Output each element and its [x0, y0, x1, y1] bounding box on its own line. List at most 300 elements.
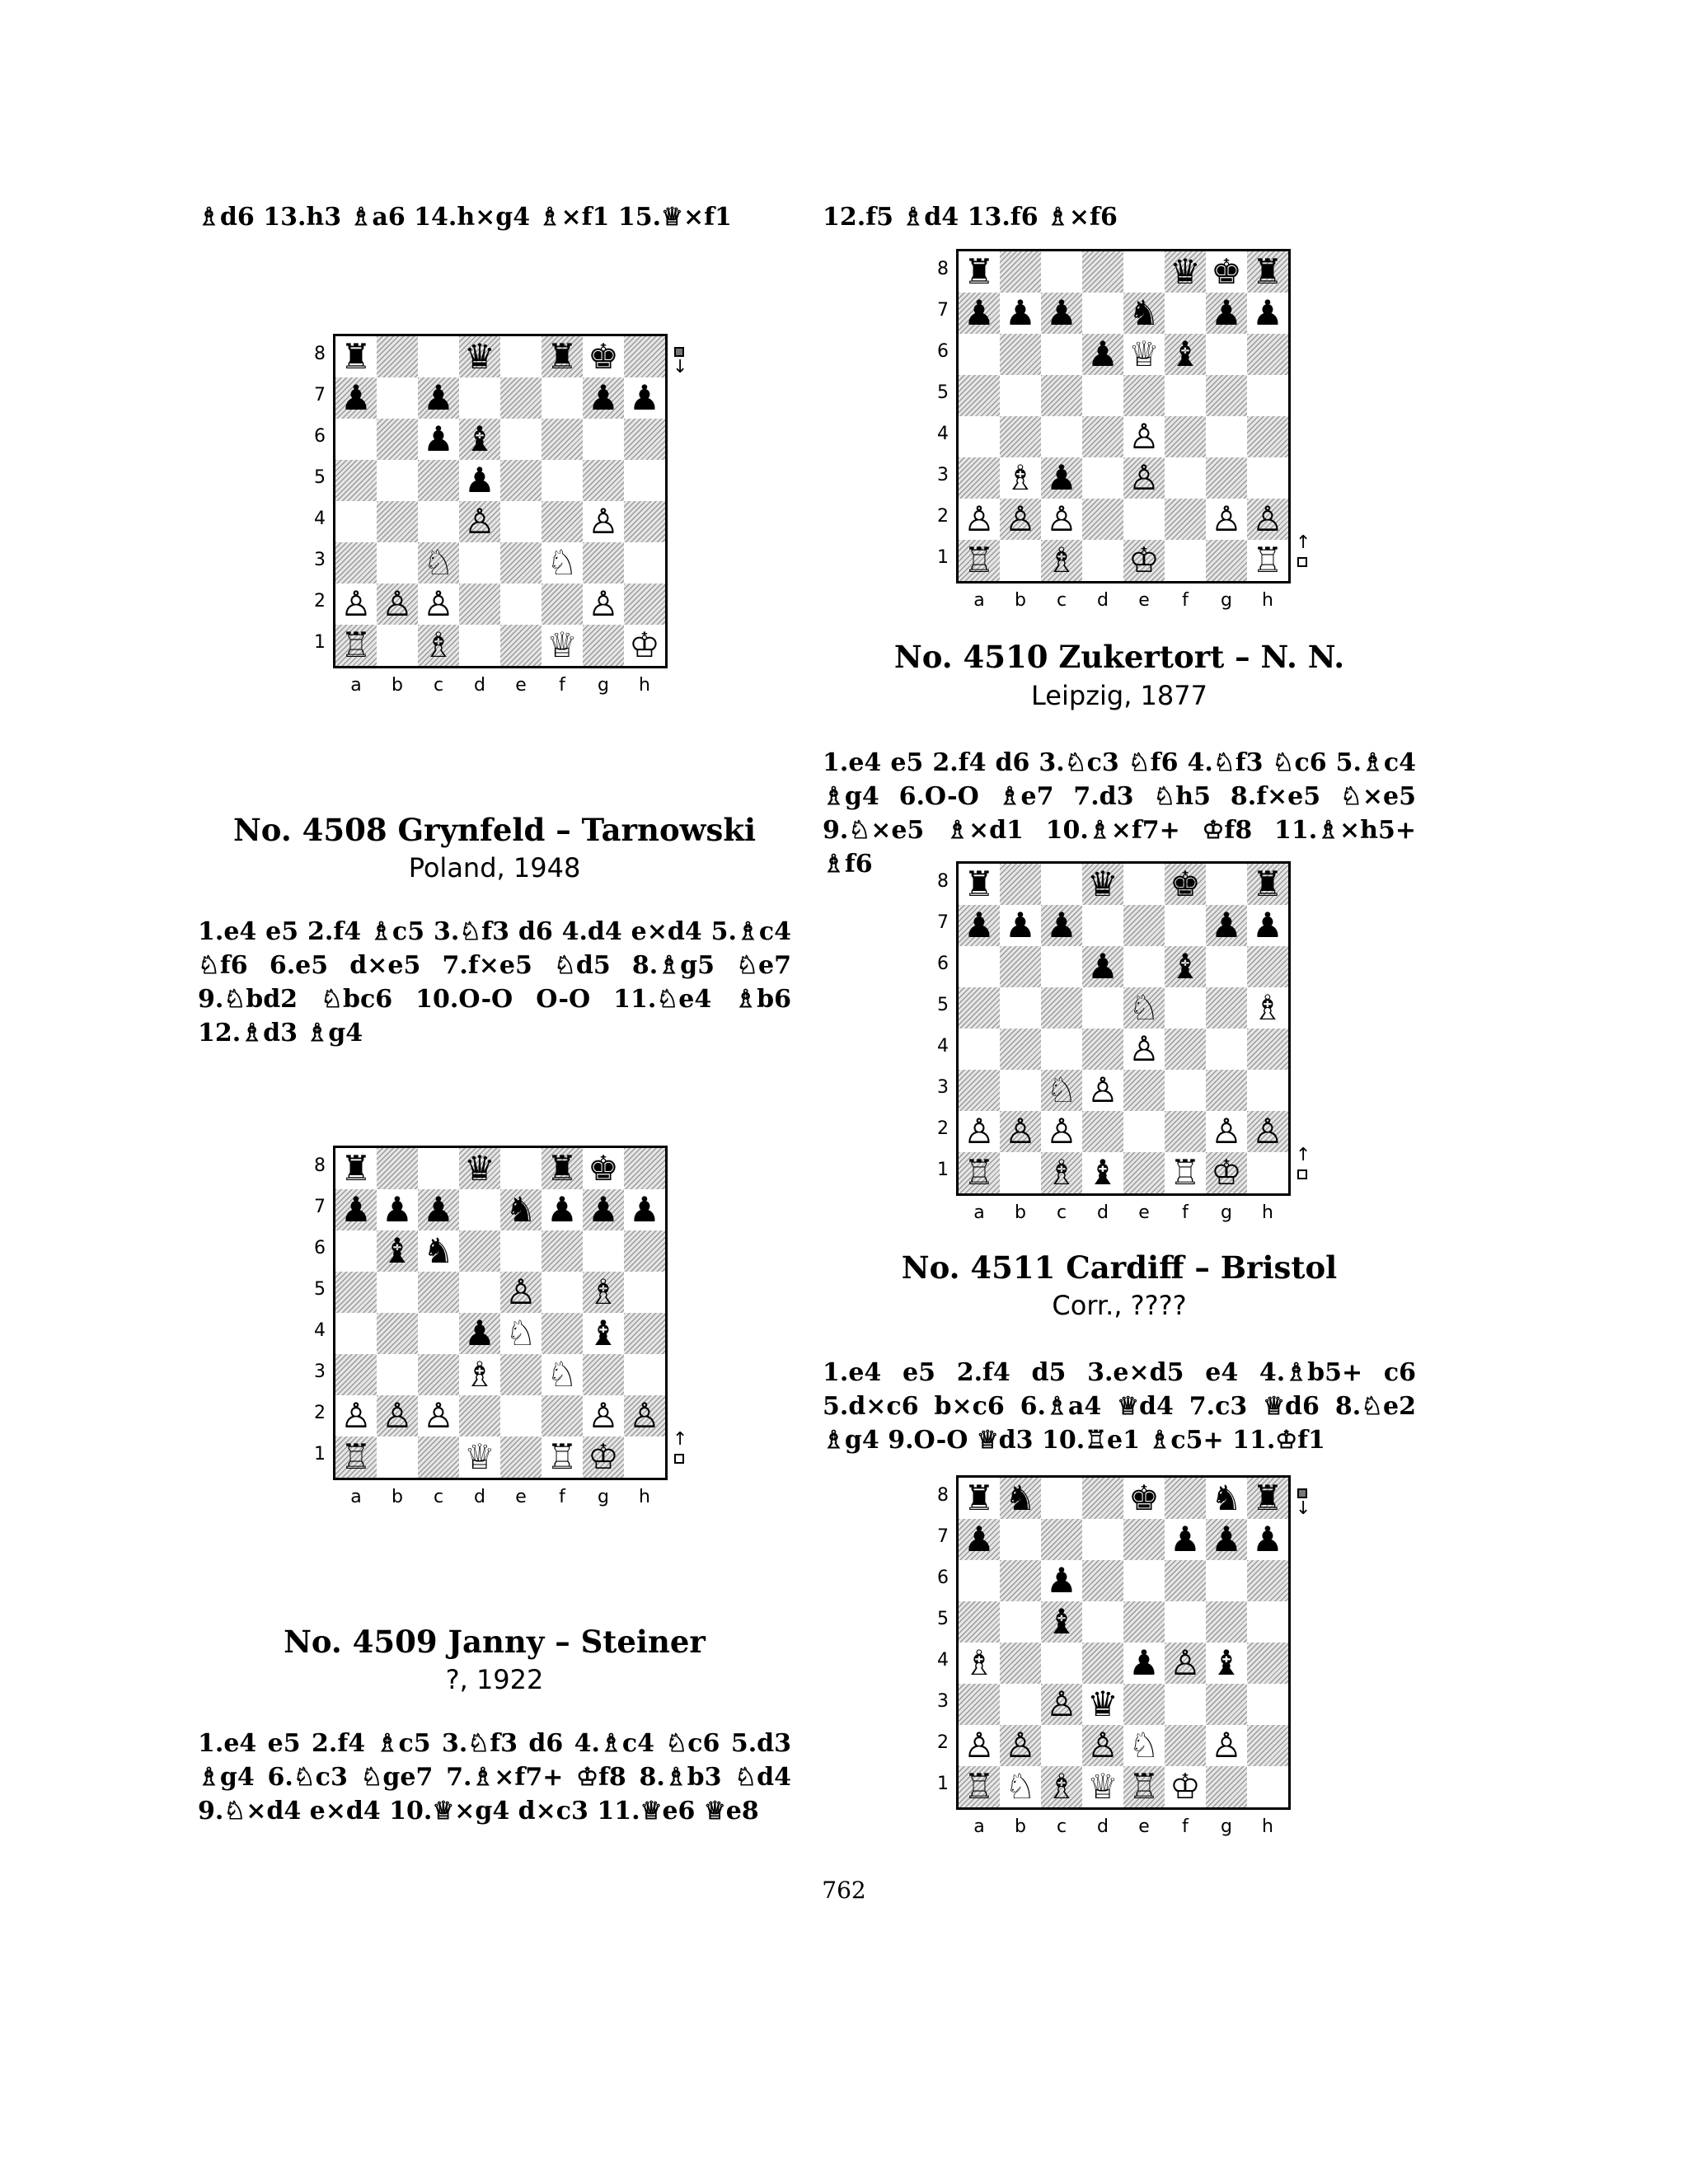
- board-square-c1: [418, 625, 459, 666]
- board-square-f6: [1165, 334, 1206, 375]
- board-square-f5: [1165, 987, 1206, 1029]
- rank-label: 1: [937, 547, 949, 568]
- board-square-c2: [418, 583, 459, 625]
- board-square-d2: [1082, 1725, 1123, 1766]
- white-queen-icon: ♕: [1087, 1766, 1118, 1807]
- game-4511-subtitle: Corr., ????: [1052, 1290, 1187, 1321]
- board-square-a4: [959, 1029, 1000, 1070]
- white-to-move-icon: [1296, 1133, 1311, 1183]
- white-bishop-icon: ♗: [1046, 540, 1077, 580]
- board-square-d1: [1082, 1152, 1123, 1193]
- white-bishop-icon: ♗: [1252, 987, 1283, 1028]
- black-pawn-icon: ♟: [1087, 946, 1118, 987]
- board-square-e8: [500, 336, 542, 377]
- board-square-c8: [1041, 864, 1082, 905]
- white-pawn-icon: ♙: [1005, 499, 1036, 539]
- board-square-c3: [1041, 1684, 1082, 1725]
- board-square-g6: [1206, 1560, 1247, 1601]
- board-square-e3: [1123, 457, 1165, 499]
- board-square-c7: [1041, 293, 1082, 334]
- game-4508-moves: 1.e4 e5 2.f4 ♗c5 3.♘f3 d6 4.d4 e×d4 5.♗c4 ♘f6 6.e5 d×e5 7.f×e5 ♘d5 8.♗g5 ♘e7 9.♘bd2 ♘bc6 10.O-O O-O 11.♘e4 ♗b6 12.♗d3 ♗g4: [198, 917, 791, 1047]
- black-king-icon: ♚: [1128, 1478, 1160, 1518]
- board-square-d1: [1082, 540, 1123, 581]
- rank-label: 5: [314, 467, 326, 488]
- board-square-b5: [1000, 375, 1041, 416]
- file-label: c: [1056, 590, 1067, 611]
- board-square-e2: [1123, 1725, 1165, 1766]
- board-square-g1: [1206, 1766, 1247, 1807]
- board-square-d2: [1082, 499, 1123, 540]
- board-square-f2: [1165, 499, 1206, 540]
- rank-label: 2: [314, 1403, 326, 1423]
- board-square-c2: [1041, 1111, 1082, 1152]
- board-square-c4: [418, 501, 459, 542]
- chess-diagram: [300, 334, 688, 721]
- board-square-d4: [459, 1313, 500, 1354]
- board-square-a1: [959, 1766, 1000, 1807]
- board-square-a4: [335, 501, 377, 542]
- board-square-b1: [377, 625, 418, 666]
- board-square-e8: [1123, 864, 1165, 905]
- file-label: g: [1221, 590, 1232, 611]
- chess-diagram: [923, 1475, 1311, 1863]
- board-square-d4: [1082, 1029, 1123, 1070]
- file-label: a: [350, 1487, 362, 1507]
- board-square-a7: [959, 905, 1000, 946]
- rank-label: 7: [937, 300, 949, 321]
- board-square-g3: [1206, 457, 1247, 499]
- board-square-c4: [1041, 1029, 1082, 1070]
- rank-label: 4: [937, 1650, 949, 1671]
- board-square-c5: [1041, 1601, 1082, 1643]
- file-label: h: [1262, 590, 1273, 611]
- board-square-d6: [1082, 946, 1123, 987]
- board-square-f1: [1165, 1152, 1206, 1193]
- file-label: f: [1182, 590, 1189, 611]
- board-square-f5: [1165, 1601, 1206, 1643]
- game-4510-moves: 1.e4 e5 2.f4 d6 3.♘c3 ♘f6 4.♘f3 ♘c6 5.♗c4 ♗g4 6.O-O ♗e7 7.d3 ♘h5 8.f×e5 ♘×e5 9.♘×e5 ♗×d1 10.♗×f7+ ♔f8 11.♗×h5+ ♗f6: [823, 748, 1416, 879]
- board-square-h5: [1247, 1601, 1288, 1643]
- board-square-c1: [1041, 1152, 1082, 1193]
- board-square-c3: [1041, 1070, 1082, 1111]
- board-square-d6: [1082, 334, 1123, 375]
- board-square-a8: [335, 1148, 377, 1189]
- board-square-b4: [377, 1313, 418, 1354]
- white-pawn-icon: ♙: [1005, 1111, 1036, 1151]
- board-square-g3: [1206, 1684, 1247, 1725]
- file-label: a: [973, 1202, 985, 1223]
- black-queen-icon: ♛: [464, 1148, 495, 1188]
- white-knight-icon: ♘: [1128, 1725, 1160, 1765]
- white-pawn-icon: ♙: [1211, 499, 1242, 539]
- arrow-up-icon: ↑: [673, 1429, 688, 1450]
- board-square-d3: [1082, 457, 1123, 499]
- board-square-c3: [418, 542, 459, 583]
- white-knight-icon: ♘: [505, 1313, 537, 1353]
- black-pawn-icon: ♟: [1252, 905, 1283, 945]
- board-square-e6: [500, 1230, 542, 1272]
- board-square-b1: [1000, 1766, 1041, 1807]
- board-square-c5: [1041, 987, 1082, 1029]
- board-square-e5: [1123, 1601, 1165, 1643]
- board-square-c8: [418, 1148, 459, 1189]
- board-square-d4: [1082, 1643, 1123, 1684]
- rank-label: 3: [314, 1361, 326, 1382]
- black-rook-icon: ♜: [1252, 864, 1283, 904]
- empty-square-icon: [674, 1454, 684, 1464]
- file-label: e: [515, 675, 527, 696]
- board-square-g8: [583, 1148, 624, 1189]
- board-square-h8: [624, 1148, 665, 1189]
- board-square-a5: [959, 375, 1000, 416]
- chess-diagram: [300, 1146, 688, 1533]
- board-square-e6: [1123, 946, 1165, 987]
- board-square-f6: [1165, 946, 1206, 987]
- white-pawn-icon: ♙: [340, 1395, 372, 1436]
- board-square-d7: [1082, 905, 1123, 946]
- board-square-f8: [1165, 864, 1206, 905]
- board-square-a1: [959, 540, 1000, 581]
- rank-label: 8: [937, 1485, 949, 1506]
- white-pawn-icon: ♙: [1046, 1111, 1077, 1151]
- board-square-d5: [1082, 1601, 1123, 1643]
- board-square-e3: [1123, 1684, 1165, 1725]
- black-pawn-icon: ♟: [1046, 457, 1077, 498]
- board-square-f7: [542, 377, 583, 419]
- white-bishop-icon: ♗: [1005, 457, 1036, 498]
- board-square-e8: [1123, 1478, 1165, 1519]
- board-square-c8: [1041, 251, 1082, 293]
- board-square-e5: [500, 460, 542, 501]
- file-label: d: [474, 1487, 485, 1507]
- board-square-f4: [542, 501, 583, 542]
- black-knight-icon: ♞: [1211, 1478, 1242, 1518]
- white-king-icon: ♔: [588, 1436, 619, 1477]
- board-square-a4: [959, 416, 1000, 457]
- rank-label: 3: [937, 465, 949, 485]
- black-king-icon: ♚: [588, 1148, 619, 1188]
- board-square-b5: [377, 460, 418, 501]
- black-pawn-icon: ♟: [1252, 1519, 1283, 1559]
- black-pawn-icon: ♟: [1211, 1519, 1242, 1559]
- black-pawn-icon: ♟: [1005, 905, 1036, 945]
- board-square-b1: [377, 1436, 418, 1478]
- board-square-h6: [1247, 334, 1288, 375]
- board-square-e4: [500, 501, 542, 542]
- board-square-d3: [1082, 1684, 1123, 1725]
- board-square-a4: [335, 1313, 377, 1354]
- file-label: b: [392, 675, 403, 696]
- black-queen-icon: ♛: [464, 336, 495, 377]
- board-square-f6: [1165, 1560, 1206, 1601]
- board-square-e8: [1123, 251, 1165, 293]
- white-pawn-icon: ♙: [1211, 1725, 1242, 1765]
- board-square-c2: [1041, 1725, 1082, 1766]
- board-square-d2: [459, 583, 500, 625]
- game-4508-title: No. 4508 Grynfeld – Tarnowski: [232, 812, 757, 848]
- board-square-a6: [335, 419, 377, 460]
- board-square-a2: [959, 1725, 1000, 1766]
- rank-label: 5: [937, 995, 949, 1015]
- game-4510-title: No. 4510 Zukertort – N. N.: [893, 639, 1345, 675]
- board-square-h6: [624, 1230, 665, 1272]
- board-square-c3: [1041, 457, 1082, 499]
- board-square-a1: [959, 1152, 1000, 1193]
- black-pawn-icon: ♟: [382, 1189, 413, 1230]
- file-label: a: [973, 1816, 985, 1837]
- board-square-b8: [377, 336, 418, 377]
- board-square-f7: [1165, 1519, 1206, 1560]
- white-rook-icon: ♖: [964, 1152, 995, 1193]
- white-rook-icon: ♖: [546, 1436, 578, 1477]
- rank-label: 8: [314, 344, 326, 364]
- game-4508-subtitle: Poland, 1948: [408, 852, 581, 883]
- board-square-f7: [542, 1189, 583, 1230]
- board-square-c1: [1041, 1766, 1082, 1807]
- rank-label: 2: [937, 506, 949, 527]
- board-square-e8: [500, 1148, 542, 1189]
- board-square-h2: [1247, 1111, 1288, 1152]
- black-pawn-icon: ♟: [423, 377, 454, 418]
- white-rook-icon: ♖: [964, 540, 995, 580]
- filled-square-icon: [1297, 1488, 1307, 1498]
- rank-label: 5: [937, 382, 949, 403]
- board-square-d5: [459, 460, 500, 501]
- board-square-g2: [583, 1395, 624, 1436]
- board-square-h1: [1247, 1152, 1288, 1193]
- board-square-a1: [335, 625, 377, 666]
- file-label: g: [598, 675, 609, 696]
- black-pawn-icon: ♟: [464, 460, 495, 500]
- board-square-e7: [1123, 1519, 1165, 1560]
- board-square-g5: [583, 460, 624, 501]
- black-pawn-icon: ♟: [1005, 293, 1036, 333]
- board-square-h4: [624, 501, 665, 542]
- board-square-g6: [1206, 334, 1247, 375]
- black-rook-icon: ♜: [340, 1148, 372, 1188]
- white-pawn-icon: ♙: [1087, 1070, 1118, 1110]
- board-square-c1: [1041, 540, 1082, 581]
- board-square-g4: [1206, 416, 1247, 457]
- board-square-e7: [1123, 905, 1165, 946]
- board-square-d3: [459, 1354, 500, 1395]
- white-pawn-icon: ♙: [1128, 416, 1160, 457]
- board-square-h8: [1247, 864, 1288, 905]
- arrow-up-icon: ↑: [1296, 532, 1311, 553]
- board-square-a8: [959, 1478, 1000, 1519]
- file-label: g: [1221, 1816, 1232, 1837]
- board-square-g3: [1206, 1070, 1247, 1111]
- board-square-h4: [1247, 1643, 1288, 1684]
- rank-label: 1: [937, 1774, 949, 1794]
- white-pawn-icon: ♙: [964, 1725, 995, 1765]
- white-pawn-icon: ♙: [629, 1395, 660, 1436]
- white-king-icon: ♔: [1170, 1766, 1201, 1807]
- board-square-h7: [1247, 905, 1288, 946]
- white-queen-icon: ♕: [1128, 334, 1160, 374]
- white-queen-icon: ♕: [546, 625, 578, 665]
- white-pawn-icon: ♙: [1087, 1725, 1118, 1765]
- board-square-c7: [1041, 1519, 1082, 1560]
- black-pawn-icon: ♟: [1211, 293, 1242, 333]
- board-square-b3: [377, 542, 418, 583]
- board-square-h3: [624, 542, 665, 583]
- rank-label: 2: [937, 1732, 949, 1753]
- black-bishop-icon: ♝: [1170, 946, 1201, 987]
- game-4509-subtitle: ?, 1922: [445, 1664, 544, 1695]
- arrow-down-icon: ↓: [1296, 1498, 1311, 1519]
- board-square-e2: [500, 1395, 542, 1436]
- white-pawn-icon: ♙: [464, 501, 495, 541]
- board-square-b2: [377, 1395, 418, 1436]
- board-square-g4: [583, 1313, 624, 1354]
- board-square-f3: [1165, 1070, 1206, 1111]
- board-square-h1: [624, 625, 665, 666]
- board-square-h7: [624, 1189, 665, 1230]
- file-label: b: [1015, 1816, 1026, 1837]
- white-pawn-icon: ♙: [588, 501, 619, 541]
- board-square-b3: [1000, 457, 1041, 499]
- file-label: e: [1138, 1816, 1150, 1837]
- board-square-b4: [1000, 1643, 1041, 1684]
- board-square-h2: [624, 1395, 665, 1436]
- white-knight-icon: ♘: [1128, 987, 1160, 1028]
- board-square-a2: [959, 1111, 1000, 1152]
- black-to-move-icon: [1296, 1488, 1311, 1538]
- board-square-h3: [1247, 1684, 1288, 1725]
- game-4509-moves: 1.e4 e5 2.f4 ♗c5 3.♘f3 d6 4.♗c4 ♘c6 5.d3 ♗g4 6.♘c3 ♘ge7 7.♗×f7+ ♔f8 8.♗b3 ♘d4 9.♘×d4 e×d4 10.♕×g4 d×c3 11.♕e6 ♕e8: [198, 1729, 791, 1825]
- rank-label: 7: [937, 912, 949, 933]
- board-square-a7: [335, 1189, 377, 1230]
- board-square-g1: [1206, 1152, 1247, 1193]
- board-square-b3: [377, 1354, 418, 1395]
- black-pawn-icon: ♟: [1128, 1643, 1160, 1683]
- board-square-f8: [542, 336, 583, 377]
- board-square-b6: [1000, 1560, 1041, 1601]
- board-square-c7: [418, 1189, 459, 1230]
- board-square-a3: [335, 1354, 377, 1395]
- black-pawn-icon: ♟: [464, 1313, 495, 1353]
- board-square-b6: [377, 1230, 418, 1272]
- board-square-e1: [1123, 540, 1165, 581]
- board-square-h6: [1247, 946, 1288, 987]
- black-pawn-icon: ♟: [423, 419, 454, 459]
- board-square-h2: [1247, 499, 1288, 540]
- black-knight-icon: ♞: [1128, 293, 1160, 333]
- board-square-g1: [583, 625, 624, 666]
- file-label: c: [1056, 1202, 1067, 1223]
- white-knight-icon: ♘: [546, 542, 578, 583]
- board-square-d3: [459, 542, 500, 583]
- chess-diagram: [923, 861, 1311, 1249]
- chess-diagram: [923, 249, 1311, 636]
- board-square-e3: [500, 542, 542, 583]
- board-square-g7: [1206, 293, 1247, 334]
- rank-label: 7: [314, 385, 326, 405]
- white-pawn-icon: ♙: [1128, 1029, 1160, 1069]
- black-pawn-icon: ♟: [1046, 1560, 1077, 1601]
- white-knight-icon: ♘: [1046, 1070, 1077, 1110]
- chess-board: [333, 1146, 668, 1480]
- board-square-e6: [1123, 334, 1165, 375]
- board-square-f8: [1165, 1478, 1206, 1519]
- chess-board: [956, 1475, 1291, 1810]
- board-square-d1: [459, 625, 500, 666]
- board-square-b3: [1000, 1684, 1041, 1725]
- black-pawn-icon: ♟: [629, 1189, 660, 1230]
- rank-label: 4: [314, 1320, 326, 1341]
- board-square-e7: [500, 1189, 542, 1230]
- board-square-c2: [418, 1395, 459, 1436]
- board-square-g6: [583, 419, 624, 460]
- rank-label: 4: [937, 424, 949, 444]
- board-square-b7: [377, 377, 418, 419]
- black-king-icon: ♚: [588, 336, 619, 377]
- black-rook-icon: ♜: [546, 1148, 578, 1188]
- board-square-d7: [1082, 1519, 1123, 1560]
- rank-label: 3: [937, 1077, 949, 1098]
- board-square-g2: [1206, 1111, 1247, 1152]
- rank-label: 8: [937, 259, 949, 279]
- rank-label: 6: [314, 426, 326, 447]
- board-square-h1: [1247, 1766, 1288, 1807]
- board-square-c4: [1041, 1643, 1082, 1684]
- white-rook-icon: ♖: [340, 1436, 372, 1477]
- board-square-a6: [959, 334, 1000, 375]
- board-square-d5: [1082, 987, 1123, 1029]
- board-square-g5: [1206, 987, 1247, 1029]
- black-pawn-icon: ♟: [1046, 905, 1077, 945]
- white-pawn-icon: ♙: [382, 1395, 413, 1436]
- black-pawn-icon: ♟: [1252, 293, 1283, 333]
- white-king-icon: ♔: [1128, 540, 1160, 580]
- file-label: f: [1182, 1816, 1189, 1837]
- board-square-c5: [1041, 375, 1082, 416]
- board-square-a8: [959, 864, 1000, 905]
- board-square-b5: [1000, 1601, 1041, 1643]
- board-square-a8: [335, 336, 377, 377]
- white-bishop-icon: ♗: [423, 625, 454, 665]
- board-square-f4: [542, 1313, 583, 1354]
- board-square-d8: [1082, 1478, 1123, 1519]
- file-label: d: [1097, 590, 1109, 611]
- board-square-f7: [1165, 293, 1206, 334]
- white-to-move-icon: [673, 1418, 687, 1467]
- board-square-a2: [959, 499, 1000, 540]
- white-pawn-icon: ♙: [423, 583, 454, 624]
- board-square-e2: [500, 583, 542, 625]
- board-square-a5: [959, 987, 1000, 1029]
- board-square-e1: [500, 625, 542, 666]
- white-pawn-icon: ♙: [588, 583, 619, 624]
- white-pawn-icon: ♙: [340, 583, 372, 624]
- file-label: e: [1138, 590, 1150, 611]
- file-label: f: [559, 675, 565, 696]
- board-square-b5: [1000, 987, 1041, 1029]
- board-square-b7: [1000, 905, 1041, 946]
- file-label: b: [1015, 1202, 1026, 1223]
- board-square-b4: [1000, 1029, 1041, 1070]
- board-square-b8: [1000, 864, 1041, 905]
- board-square-g1: [583, 1436, 624, 1478]
- rank-label: 4: [937, 1036, 949, 1057]
- black-pawn-icon: ♟: [588, 377, 619, 418]
- board-square-d7: [459, 1189, 500, 1230]
- board-square-g2: [583, 583, 624, 625]
- white-king-icon: ♔: [1211, 1152, 1242, 1193]
- file-label: h: [639, 1487, 650, 1507]
- board-square-g2: [1206, 1725, 1247, 1766]
